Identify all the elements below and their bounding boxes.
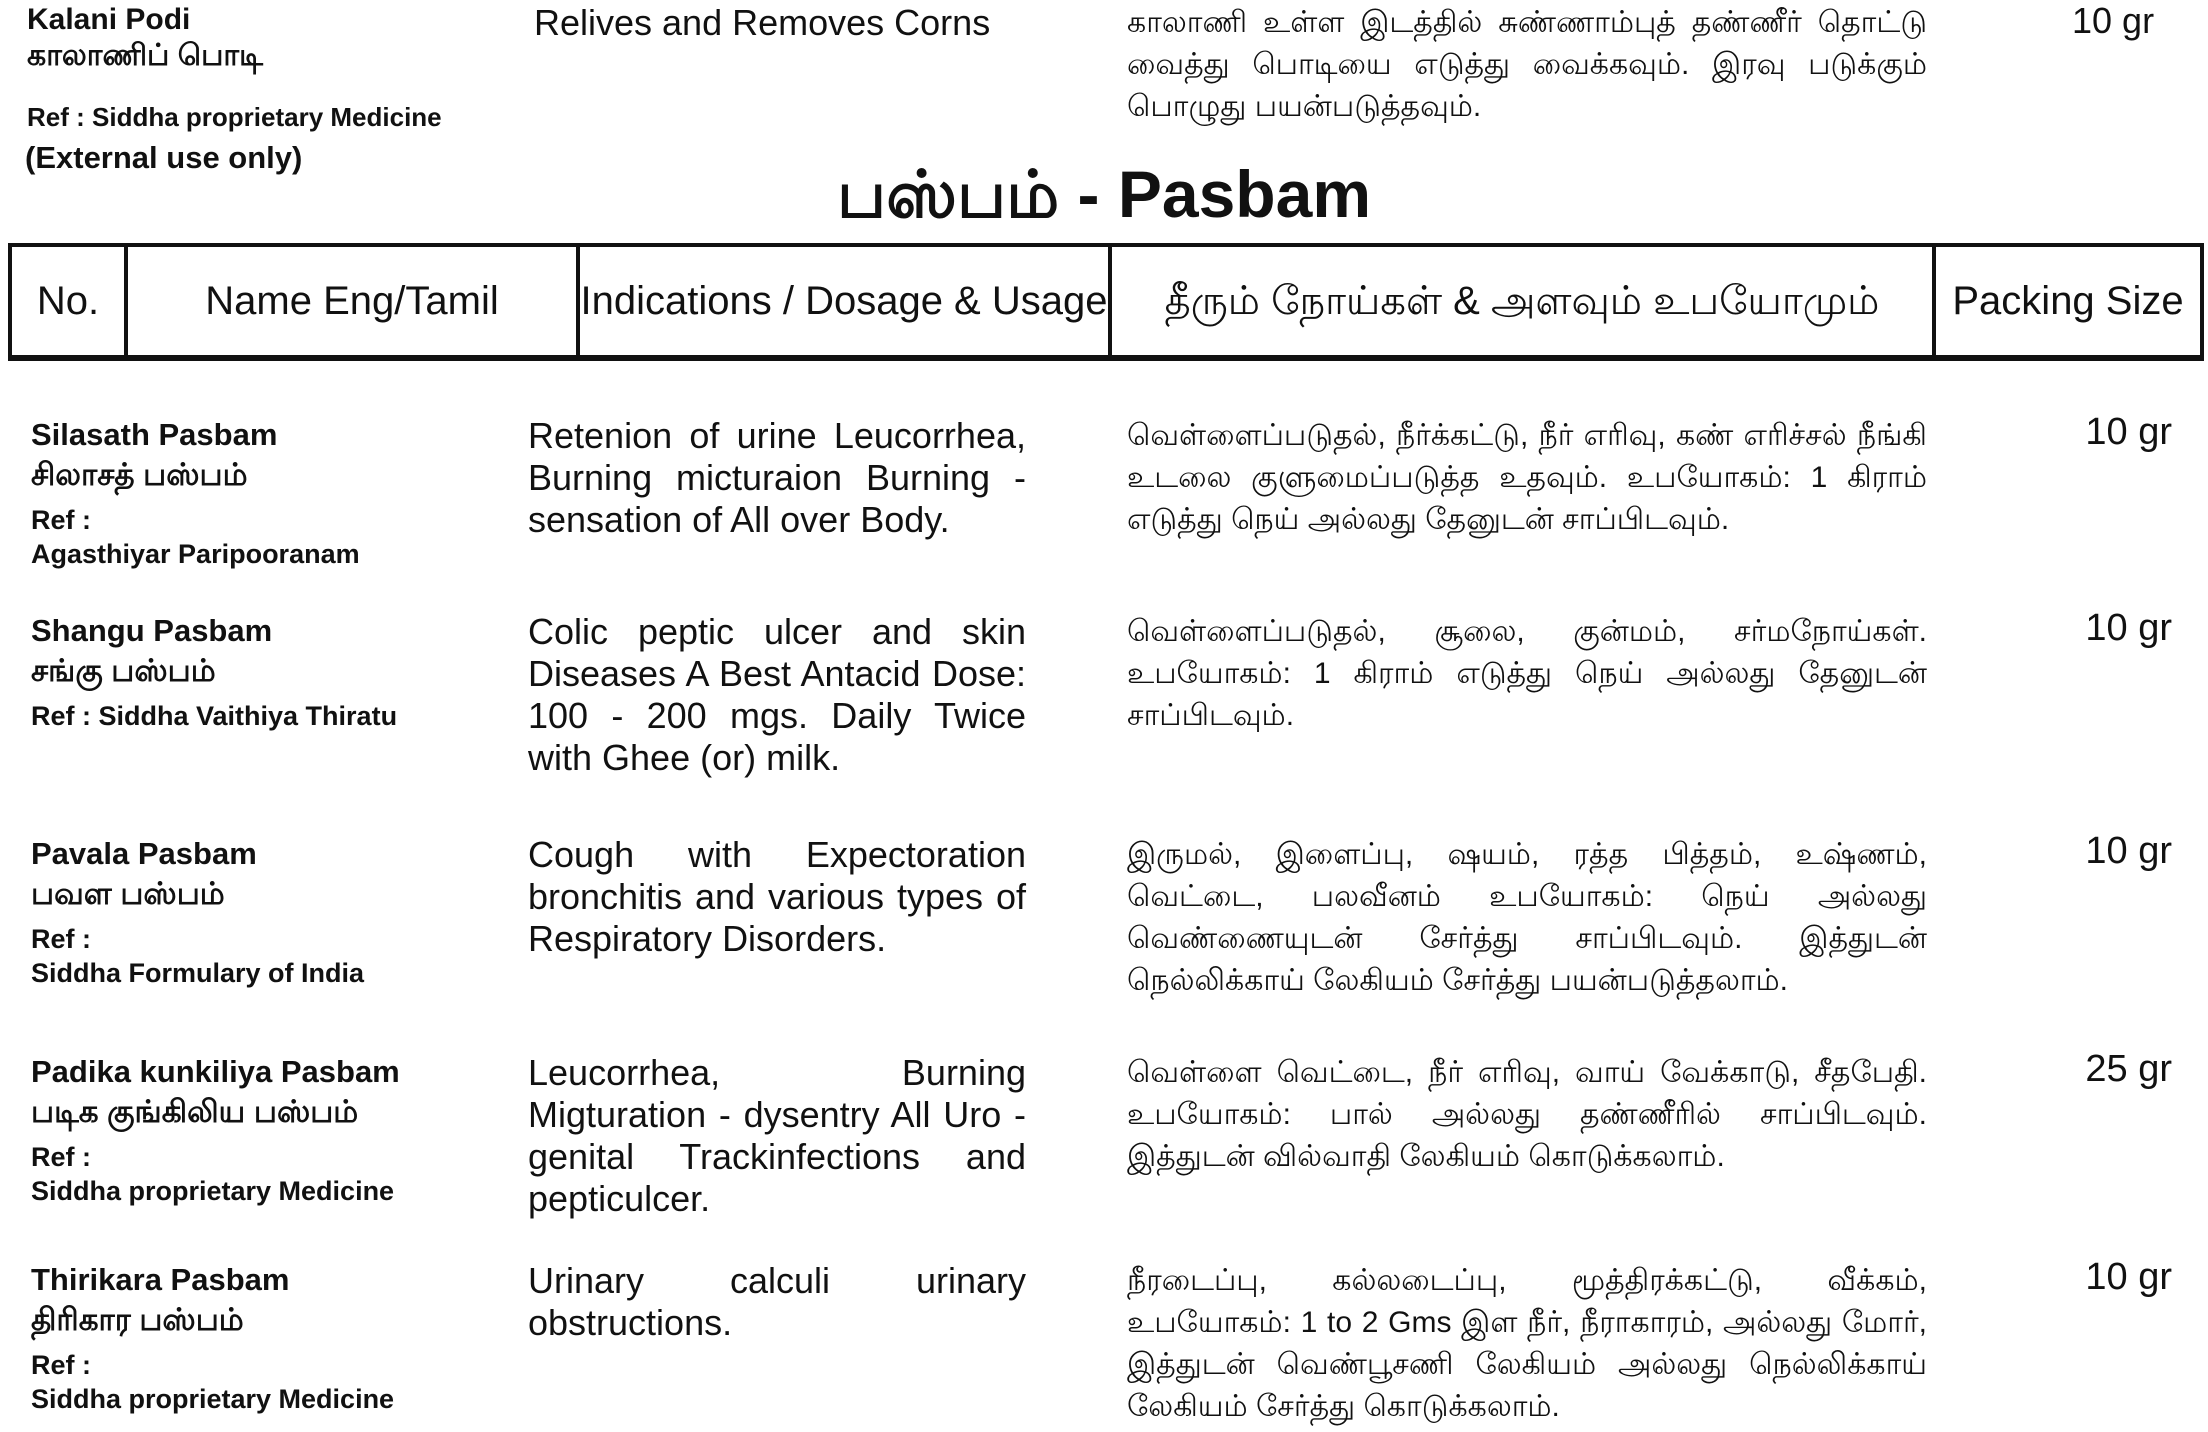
row-name-ta: திரிகார பஸ்பம் (31, 1302, 244, 1337)
row-ref-source: Siddha Formulary of India (31, 958, 365, 988)
row-packing: 25 gr (2085, 1048, 2172, 1090)
row-ref (31, 1140, 511, 1208)
row-name-cell (31, 611, 511, 733)
row-packing: 10 gr (2085, 607, 2172, 649)
row-name-cell (31, 1052, 511, 1208)
header-no: No. (12, 247, 128, 355)
top-entry-packing: 10 gr (2072, 0, 2155, 41)
row-ref-label: Ref : (31, 924, 91, 954)
row-packing: 10 gr (2085, 830, 2172, 872)
row-name-en: Padika kunkiliya Pasbam (31, 1054, 400, 1089)
row-name-cell (31, 1260, 511, 1416)
row-ref-label: Ref : (31, 505, 91, 535)
row-ref-source: Siddha proprietary Medicine (31, 1176, 395, 1206)
row-tamil: இருமல், இளைப்பு, ஷயம், ரத்த பித்தம், உஷ்ணம், வெட்டை, பலவீனம் உபயோகம்: நெய் அல்லது வெண்ணையுடன் சேர்த்து சாப்பிடவும். இத்துடன் நெல்லிக்காய் லேகியம் சேர்த்து பயன்படுத்தலாம். (1127, 838, 1927, 997)
header-name: Name Eng/Tamil (128, 247, 580, 355)
header-tamil: தீரும் நோய்கள் & அளவும் உபயோமும் (1112, 247, 1936, 355)
row-name-en: Shangu Pasbam (31, 613, 273, 648)
row-tamil: வெள்ளைப்படுதல், நீர்க்கட்டு, நீர் எரிவு, கண் எரிச்சல் நீங்கி உடலை குளுமைப்படுத்த உதவும். உபயோகம்: 1 கிராம் எடுத்து நெய் அல்லது தேனுடன் சாப்பிடவும். (1127, 419, 1927, 536)
row-name-en: Thirikara Pasbam (31, 1262, 290, 1297)
row-indication: Leucorrhea, Burning Migturation - dysentry All Uro - genital Trackinfections and pepticulcer. (528, 1052, 1026, 1219)
row-name-cell (31, 834, 511, 990)
row-tamil: வெள்ளை வெட்டை, நீர் எரிவு, வாய் வேக்காடு, சீதபேதி. உபயோகம்: பால் அல்லது தண்ணீரில் சாப்பிடவும். இத்துடன் வில்வாதி லேகியம் கொடுக்கலாம். (1127, 1056, 1927, 1173)
row-ref-source: Agasthiyar Paripooranam (31, 539, 360, 569)
row-tamil: வெள்ளைப்படுதல், சூலை, குன்மம், சர்மநோய்கள். உபயோகம்: 1 கிராம் எடுத்து நெய் அல்லது தேனுடன் சாப்பிடவும். (1127, 615, 1927, 732)
row-name-en: Pavala Pasbam (31, 836, 257, 871)
row-ref (31, 699, 511, 733)
row-ref-source: Siddha proprietary Medicine (31, 1384, 395, 1414)
table-header (8, 243, 2204, 359)
row-packing: 10 gr (2085, 1256, 2172, 1298)
row-name-ta: படிக குங்கிலிய பஸ்பம் (31, 1094, 359, 1129)
row-indication: Retenion of urine Leucorrhea, Burning micturaion Burning - sensation of All over Body. (528, 415, 1026, 540)
row-ref (31, 1348, 511, 1416)
top-entry-name-en: Kalani Podi (27, 3, 191, 36)
row-ref (31, 922, 511, 990)
top-entry-name (27, 2, 263, 74)
top-entry-indication: Relives and Removes Corns (534, 2, 991, 43)
row-ref-label: Ref : (31, 1350, 91, 1380)
row-ref-source: Ref : Siddha Vaithiya Thiratu (31, 701, 398, 731)
header-bottom-rule (8, 358, 2204, 361)
row-indication: Colic peptic ulcer and skin Diseases A Best Antacid Dose: 100 - 200 mgs. Daily Twice with Ghee (or) milk. (528, 611, 1026, 778)
top-entry-ref: Ref : Siddha proprietary Medicine (27, 102, 442, 132)
row-name-cell (31, 415, 511, 571)
row-name-en: Silasath Pasbam (31, 417, 278, 452)
row-name-ta: சிலாசத் பஸ்பம் (31, 457, 248, 492)
top-entry-tamil: காலாணி உள்ள இடத்தில் சுண்ணாம்புத் தண்ணீர் தொட்டு வைத்து பொடியை எடுத்து வைக்கவும். இரவு படுக்கும் பொழுது பயன்படுத்தவும். (1127, 6, 1927, 123)
header-packing: Packing Size (1952, 279, 2184, 323)
row-ref (31, 503, 511, 571)
row-tamil: நீரடைப்பு, கல்லடைப்பு, மூத்திரக்கட்டு, வீக்கம், உபயோகம்: 1 to 2 Gms இள நீர், நீராகாரம், அல்லது மோர், இத்துடன் வெண்பூசணி லேகியம் அல்லது நெல்லிக்காய் லேகியம் சேர்த்து கொடுக்கலாம். (1127, 1264, 1927, 1423)
row-name-ta: பவள பஸ்பம் (31, 876, 225, 911)
header-indications: Indications / Dosage & Usage (580, 247, 1112, 355)
row-ref-label: Ref : (31, 1142, 91, 1172)
row-indication: Cough with Expectoration bronchitis and various types of Respiratory Disorders. (528, 834, 1026, 959)
section-title: பஸ்பம் - Pasbam (836, 157, 1372, 231)
row-packing: 10 gr (2085, 411, 2172, 453)
top-entry-name-ta: காலாணிப் பொடி (27, 39, 263, 72)
row-indication: Urinary calculi urinary obstructions. (528, 1260, 1026, 1343)
row-name-ta: சங்கு பஸ்பம் (31, 653, 216, 688)
top-entry-note: (External use only) (25, 140, 303, 175)
